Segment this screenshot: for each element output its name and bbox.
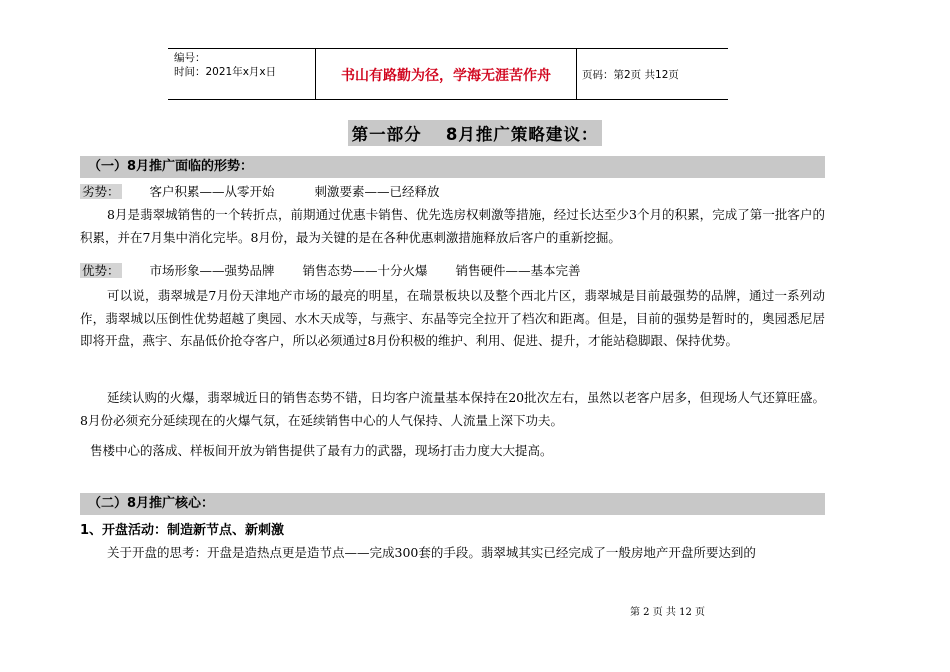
weakness-line <box>80 182 440 202</box>
header-page-label: 页码：第2页 共12页 <box>582 69 679 81</box>
paragraph: 售楼中心的落成、样板间开放为销售提供了最有力的武器，现场打击力度大大提高。 <box>90 443 553 458</box>
paragraph: 8月是翡翠城销售的一个转折点，前期通过优惠卡销售、优先选房权刺激等措施，经过长达至少3个月的积累，完成了第一批客户的积累，并在7月集中消化完毕。8月份，最为关键的是在各种优惠刺激措施释放后客户的重新挖掘。 <box>80 207 825 245</box>
strength-label: 优势： <box>82 263 120 278</box>
header-motto: 书山有路勤为径，学海无涯苦作舟 <box>341 68 551 84</box>
strength-line <box>80 261 581 281</box>
page-title <box>0 120 950 146</box>
paragraph: 延续认购的火爆，翡翠城近日的销售态势不错，日均客户流量基本保持在20批次左右，虽然以老客户居多，但现场人气还算旺盛。8月份必须充分延续现在的火爆气氛，在延续销售中心的人气保持、人流量上深下功夫。 <box>80 390 825 428</box>
page-title-text: 第一部分 8月推广策略建议： <box>348 120 603 146</box>
weakness-label: 劣势： <box>82 184 120 199</box>
header-divider <box>576 49 577 99</box>
section-heading-situation: （一）8月推广面临的形势： <box>80 156 825 178</box>
strength-item: 销售态势——十分火爆 <box>302 263 428 278</box>
section-heading-core: （二）8月推广核心： <box>80 493 825 515</box>
paragraph: 可以说，翡翠城是7月份天津地产市场的最亮的明星，在瑞景板块以及整个西北片区，翡翠城是目前最强势的品牌，通过一系列动作，翡翠城以压倒性优势超越了奥园、水木天成等，与燕宇、东晶等完全拉开了档次和距离。但是，目前的强势是暂时的，奥园悉尼居即将开盘，燕宇、东晶低价抢夺客户，所以必须通过8月份积极的维护、利用、促进、提升，才能站稳脚跟、保持优势。 <box>80 288 825 348</box>
page-header <box>168 48 728 100</box>
header-number-label: 编号： <box>174 52 206 64</box>
strength-item: 市场形象——强势品牌 <box>149 263 275 278</box>
header-info <box>174 51 319 79</box>
weakness-item: 刺激要素——已经释放 <box>314 184 440 199</box>
strength-item: 销售硬件——基本完善 <box>455 263 581 278</box>
header-date-label: 时间：2021年x月x日 <box>174 66 277 78</box>
paragraph: 关于开盘的思考：开盘是造热点更是造节点——完成300套的手段。翡翠城其实已经完成了一般房地产开盘所要达到的 <box>107 545 756 560</box>
weakness-item: 客户积累——从零开始 <box>149 184 275 199</box>
item-heading: 1、开盘活动：制造新节点、新刺激 <box>80 523 285 538</box>
page-footer: 第 2 页 共 12 页 <box>630 607 705 618</box>
